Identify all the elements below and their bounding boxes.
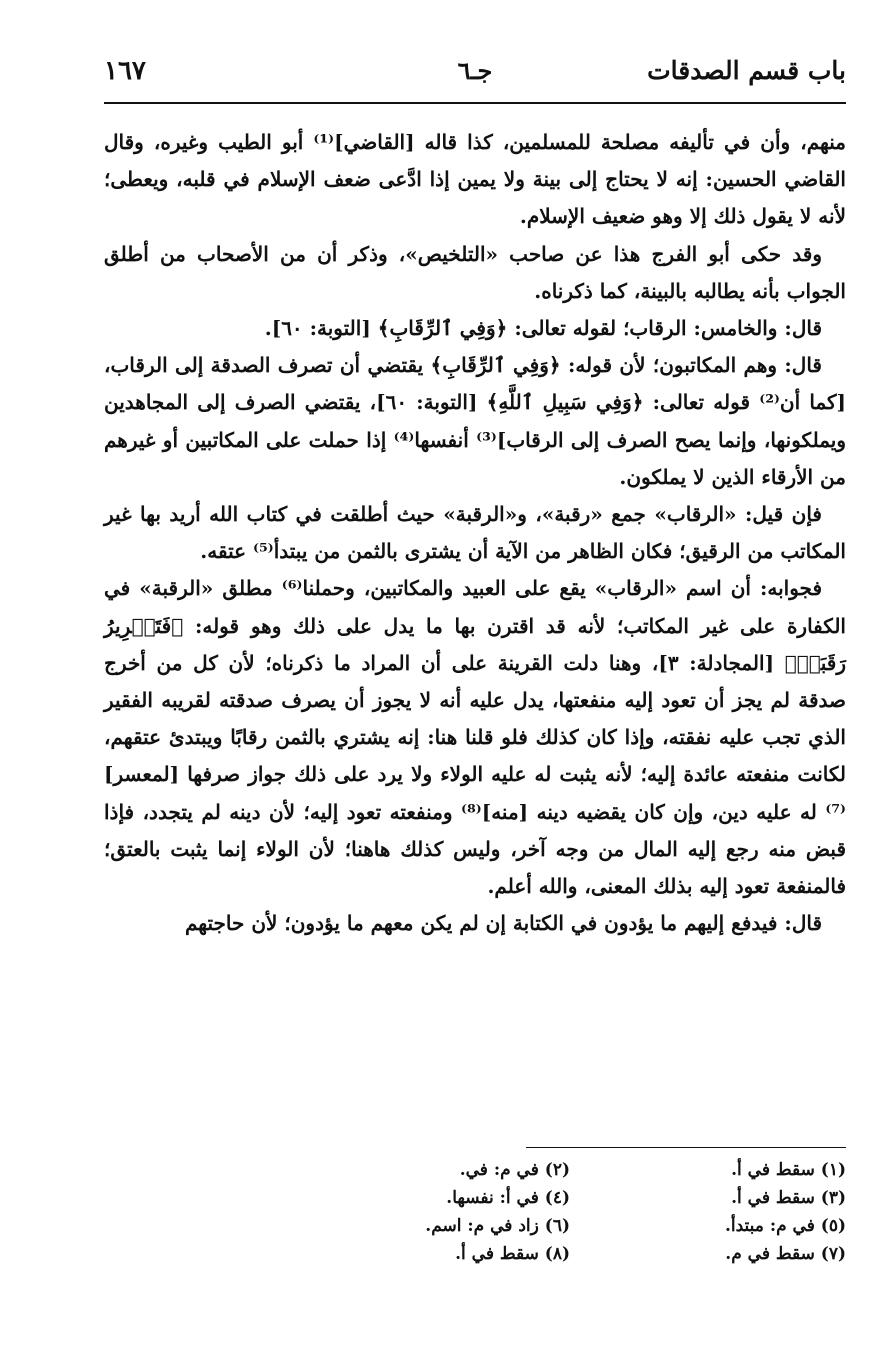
footnote: (٥) في م: مبتدأ. [724,1216,846,1236]
footnote: (٨) سقط في أ. [455,1244,570,1264]
volume-label: جـ٦ [457,56,493,85]
footnotes [290,1158,846,1266]
footnote-divider [526,1147,846,1148]
paragraph: منهم، وأن في تأليفه مصلحة للمسلمين، كذا قاله [القاضي]⁽¹⁾ أبو الطيب وغيره، وقال القاضي الحسين: إنه لا يحتاج إلى بينة ولا يمين إذا ادَّعى ضعف الإسلام في قلبه، ويعطى؛ لأنه لا يقول ذلك إلا وهو ضعيف الإسلام. [104,130,847,229]
paragraph: فإن قيل: «الرقاب» جمع «رقبة»، و«الرقبة» حيث أطلقت في كتاب الله أريد بها غير المكاتب من الرقيق؛ فكان الظاهر من الآية أن يشترى بالثمن من يبتدأ⁽⁵⁾ عتقه. [104,502,846,564]
footnote: (٣) سقط في أ. [731,1188,846,1208]
running-header [104,56,846,96]
footnote: (٧) سقط في م. [725,1244,846,1264]
footnote: (٦) زاد في م: اسم. [425,1216,570,1236]
paragraph: وقد حكى أبو الفرج هذا عن صاحب «التلخيص»، وذكر أن من الأصحاب من أطلق الجواب بأنه يطالبه بالبينة، كما ذكرناه. [104,241,846,303]
paragraph: قال: وهم المكاتبون؛ لأن قوله: ﴿وَفِي ٱلرِّقَابِ﴾ يقتضي أن تصرف الصدقة إلى الرقاب، [كما أن⁽²⁾ قوله تعالى: ﴿وَفِي سَبِيلِ ٱللَّهِ﴾ [التوبة: ٦٠]، يقتضي الصرف إلى المجاهدين ويملكونها، وإنما يصح الصرف إلى الرقاب]⁽³⁾ أنفسها⁽⁴⁾ إذا حملت على المكاتبين أو غيرهم من الأرقاء الذين لا يملكون. [104,353,846,489]
paragraph: قال: والخامس: الرقاب؛ لقوله تعالى: ﴿وَفِي ٱلرِّقَابِ﴾ [التوبة: ٦٠]. [264,316,822,341]
footnote: (٤) في أ: نفسها. [446,1188,570,1208]
paragraph: قال: فيدفع إليهم ما يؤدون في الكتابة إن لم يكن معهم ما يؤدون؛ لأن حاجتهم [184,911,822,936]
main-text [104,124,846,942]
footnote: (٢) في م: في. [459,1160,570,1180]
chapter-title: باب قسم الصدقات [647,56,846,85]
paragraph: فجوابه: أن اسم «الرقاب» يقع على العبيد والمكاتبين، وحملنا⁽⁶⁾ مطلق «الرقبة» في الكفارة على غير المكاتب؛ لأنه قد اقترن بها ما يدل على ذلك وهو قوله: ﴿فَتَحۡرِيرُ رَقَبَةٖ﴾ [المجادلة: ٣]، وهنا دلت القرينة على أن المراد ما ذكرناه؛ لأن كل من أخرج صدقة لم يجز أن تعود إليه منفعتها، يدل عليه أنه لا يجوز أن يصرف صدقته لقريبه الفقير الذي تجب عليه نفقته، وإذا كان كذلك فلو قلنا هنا: إنه يشتري بالثمن رقابًا ويبتدئ عتقهم، لكانت منفعته عائدة إليه؛ لأنه يثبت له عليه الولاء ولا يرد على ذلك جواز صرفها [لمعسر]⁽⁷⁾ له عليه دين، وإن كان يقضيه دينه [منه]⁽⁸⁾ ومنفعته تعود إليه؛ لأن دينه لم يتجدد، فإذا قبض منه رجع إليه المال من وجه آخر، وليس كذلك هاهنا؛ لأن الولاء إنما يثبت بالعتق؛ فالمنفعة تعود إليه بذلك المعنى، والله أعلم. [104,576,847,899]
header-divider [104,102,846,104]
footnote: (١) سقط في أ. [731,1160,846,1180]
page-number: ١٦٧ [104,56,146,86]
